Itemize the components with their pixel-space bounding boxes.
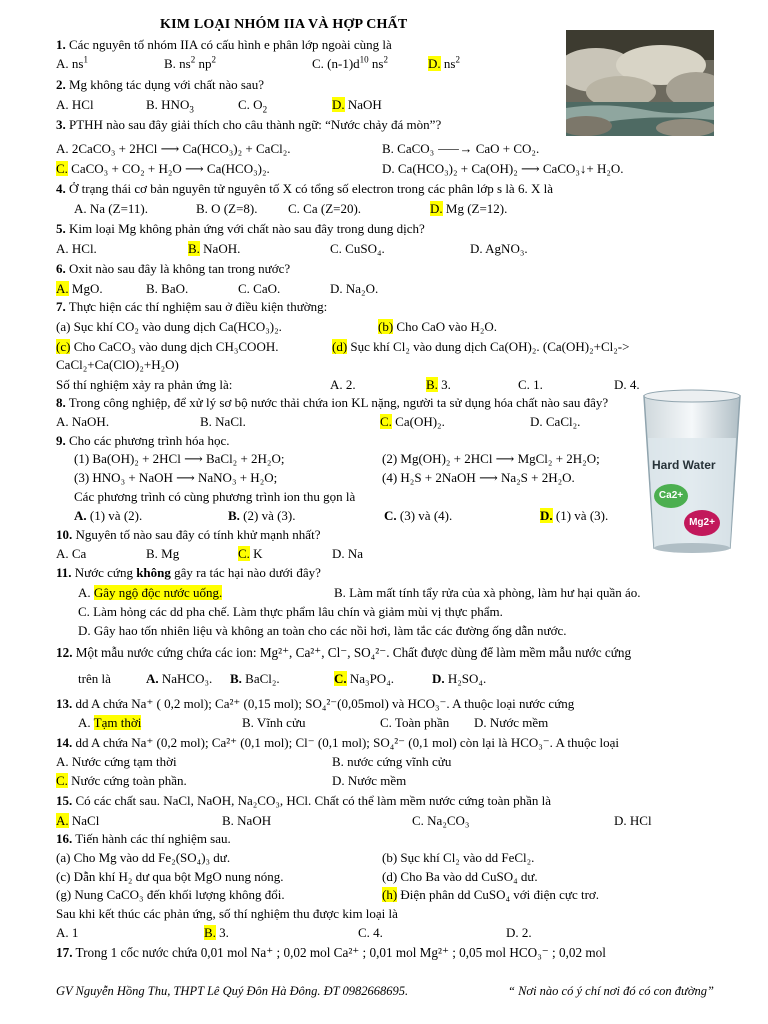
q2-option-a[interactable]: A. HCl — [56, 97, 94, 112]
question-2: 2. Mg không tác dụng với chất nào sau? — [56, 77, 264, 92]
q10-option-d[interactable]: D. Na — [332, 546, 364, 561]
question-text: Các nguyên tố nhóm IIA có cấu hình e phân lớp ngoài cùng là — [65, 37, 392, 52]
q9-eq-3: (3) HNO₃ + NaOH ⟶ NaNO₃ + H₂O; — [74, 470, 278, 485]
q16-item-a: (a) Cho Mg vào dd Fe₂(SO₄)₃ dư. — [56, 850, 231, 865]
question-4: 4. Ở trạng thái cơ bản nguyên tử nguyên tố X có tổng số electron trong các phân lớp s là 6. X là — [56, 181, 553, 196]
q13-option-a[interactable]: A. Tạm thời — [78, 715, 142, 730]
q16-option-b[interactable]: B. 3. — [204, 925, 229, 940]
q4-option-b[interactable]: B. O (Z=8). — [196, 201, 258, 216]
q14-option-c[interactable]: C. Nước cứng toàn phần. — [56, 773, 187, 788]
question-5: 5. Kim loại Mg không phản ứng với chất nào sau đây trong dung dịch? — [56, 221, 425, 236]
q16-item-d: (d) Cho Ba vào dd CuSO₄ dư. — [382, 869, 538, 884]
q3-option-c[interactable]: C. CaCO₃ + CO₂ + H₂O ⟶ Ca(HCO₃)₂. — [56, 161, 270, 176]
q6-option-d[interactable]: D. Na₂O. — [330, 281, 379, 296]
q16-ask: Sau khi kết thúc các phản ứng, số thí nghiệm thu được kim loại là — [56, 906, 398, 921]
q5-option-a[interactable]: A. HCl. — [56, 241, 97, 256]
hard-water-glass-image — [638, 388, 746, 556]
mg-ion-bubble: Mg2+ — [684, 510, 720, 536]
question-16: 16. Tiến hành các thí nghiệm sau. — [56, 831, 231, 846]
q7-option-c[interactable]: C. 1. — [518, 377, 543, 392]
q10-option-b[interactable]: B. Mg — [146, 546, 180, 561]
question-11: 11. Nước cứng không gây ra tác hại nào dưới đây? — [56, 565, 321, 580]
question-14: 14. dd A chứa Na⁺ (0,2 mol); Ca²⁺ (0,1 mol); Cl⁻ (0,1 mol); SO₄²⁻ (0,1 mol) còn lại là HCO₃⁻. A thuộc loại — [56, 735, 619, 750]
q15-option-d[interactable]: D. HCl — [614, 813, 652, 828]
q4-option-c[interactable]: C. Ca (Z=20). — [288, 201, 362, 216]
q16-option-c[interactable]: C. 4. — [358, 925, 383, 940]
q14-option-a[interactable]: A. Nước cứng tạm thời — [56, 754, 177, 769]
question-17: 17. Trong 1 cốc nước chứa 0,01 mol Na⁺ ; 0,02 mol Ca²⁺ ; 0,01 mol Mg²⁺ ; 0,05 mol HCO₃⁻ ; 0,02 mol — [56, 945, 606, 960]
q12-option-b[interactable]: B. BaCl₂. — [230, 671, 280, 686]
footer-quote: “ Nơi nào có ý chí nơi đó có con đường” — [508, 984, 714, 998]
question-7: 7. Thực hiện các thí nghiệm sau ở điều kiện thường: — [56, 299, 328, 314]
q6-option-c[interactable]: C. CaO. — [238, 281, 281, 296]
footer-author: GV Nguyễn Hồng Thu, THPT Lê Quý Đôn Hà Đông. ĐT 0982668695. — [56, 984, 409, 998]
hard-water-label: Hard Water — [652, 458, 716, 472]
q11-option-c[interactable]: C. Làm hỏng các dd pha chế. Làm thực phẩm lâu chín và giảm mùi vị thực phẩm. — [78, 604, 503, 619]
q8-option-d[interactable]: D. CaCl₂. — [530, 414, 581, 429]
q15-option-c[interactable]: C. Na₂CO₃ — [412, 813, 470, 828]
q13-option-c[interactable]: C. Toàn phần — [380, 715, 450, 730]
q2-option-c[interactable]: C. $O_2$ — [238, 97, 268, 115]
q14-option-d[interactable]: D. Nước mềm — [332, 773, 407, 788]
q9-eq-4: (4) H₂S + 2NaOH ⟶ Na₂S + 2H₂O. — [382, 470, 575, 485]
q13-option-d[interactable]: D. Nước mềm — [474, 715, 549, 730]
ca-ion-bubble: Ca2+ — [654, 484, 688, 508]
q9-ask: Các phương trình có cùng phương trình ion thu gọn là — [74, 489, 356, 504]
q7-item-d-cont: CaCl₂+Ca(ClO)₂+H₂O) — [56, 357, 179, 372]
q4-option-d[interactable]: D. Mg (Z=12). — [430, 201, 508, 216]
q1-option-a[interactable]: A. $ns^1$ — [56, 54, 88, 71]
question-number: 1. — [56, 37, 66, 52]
question-1 — [56, 36, 392, 55]
q8-option-a[interactable]: A. NaOH. — [56, 414, 110, 429]
q6-option-b[interactable]: B. BaO. — [146, 281, 189, 296]
q7-item-d: (d) Sục khí Cl₂ vào dung dịch Ca(OH)₂. (Ca(OH)₂+Cl₂-> — [332, 339, 630, 354]
q12-option-a[interactable]: A. NaHCO₃. — [146, 671, 213, 686]
question-10: 10. Nguyên tố nào sau đây có tính khử mạnh nhất? — [56, 527, 321, 542]
q15-option-a[interactable]: A. NaCl — [56, 813, 100, 828]
q7-option-d[interactable]: D. 4. — [614, 377, 640, 392]
q3-option-a[interactable]: A. 2CaCO₃ + 2HCl ⟶ Ca(HCO₃)₂ + CaCl₂. — [56, 141, 291, 156]
q3-option-b[interactable]: B. CaCO₃ ⸺→ CaO + CO₂. — [382, 141, 540, 156]
q8-option-b[interactable]: B. NaCl. — [200, 414, 246, 429]
q9-option-c[interactable]: C. (3) và (4). — [384, 508, 453, 523]
question-9: 9. Cho các phương trình hóa học. — [56, 433, 230, 448]
q16-item-h: (h) Điện phân dd CuSO₄ với điện cực trơ. — [382, 887, 600, 902]
q12-option-c[interactable]: C. Na₃PO₄. — [334, 671, 394, 686]
q10-option-c[interactable]: C. K — [238, 546, 263, 561]
q9-option-b[interactable]: B. (2) và (3). — [228, 508, 296, 523]
q10-option-a[interactable]: A. Ca — [56, 546, 87, 561]
rocks-river-photo — [566, 30, 714, 136]
q6-option-a[interactable]: A. MgO. — [56, 281, 103, 296]
q3-option-d[interactable]: D. Ca(HCO₃)₂ + Ca(OH)₂ ⟶ CaCO₃↓+ H₂O. — [382, 161, 624, 176]
question-3: 3. PTHH nào sau đây giải thích cho câu thành ngữ: “Nước chảy đá mòn”? — [56, 117, 442, 132]
q2-option-b[interactable]: B. $HNO_3$ — [146, 97, 194, 115]
q12-option-d[interactable]: D. H₂SO₄. — [432, 671, 487, 686]
q7-option-a[interactable]: A. 2. — [330, 377, 356, 392]
q7-ask: Số thí nghiệm xảy ra phản ứng là: — [56, 377, 233, 392]
q7-item-a: (a) Sục khí CO₂ vào dung dịch Ca(HCO₃)₂. — [56, 319, 282, 334]
q1-option-c[interactable]: C. $(n-1)d^{10}$ $ns^2$ — [312, 54, 388, 71]
q9-eq-2: (2) Mg(OH)₂ + 2HCl ⟶ MgCl₂ + 2H₂O; — [382, 451, 600, 466]
q1-option-b[interactable]: B. $ns^2$ $np^2$ — [164, 54, 216, 71]
q5-option-b[interactable]: B. NaOH. — [188, 241, 241, 256]
question-8: 8. Trong công nghiệp, để xử lý sơ bộ nước thải chứa ion KL nặng, người ta sử dụng hóa chất nào sau đây? — [56, 395, 609, 410]
q16-option-a[interactable]: A. 1 — [56, 925, 79, 940]
q16-option-d[interactable]: D. 2. — [506, 925, 532, 940]
question-12: 12. Một mẫu nước cứng chứa các ion: Mg²⁺, Ca²⁺, Cl⁻, SO₄²⁻. Chất được dùng để làm mềm mẫu nước cứng — [56, 645, 632, 660]
q11-option-a[interactable]: A. Gây ngộ độc nước uống. — [78, 585, 223, 600]
q15-option-b[interactable]: B. NaOH — [222, 813, 272, 828]
q9-eq-1: (1) Ba(OH)₂ + 2HCl ⟶ BaCl₂ + 2H₂O; — [74, 451, 285, 466]
question-13: 13. dd A chứa Na⁺ ( 0,2 mol); Ca²⁺ (0,15 mol); SO₄²⁻(0,05mol) và HCO₃⁻. A thuộc loại nước cứng — [56, 696, 575, 711]
q14-option-b[interactable]: B. nước cứng vĩnh cửu — [332, 754, 452, 769]
q9-option-d[interactable]: D. (1) và (3). — [540, 508, 609, 523]
q12-text-cont: trên là — [78, 671, 111, 686]
q5-option-d[interactable]: D. AgNO₃. — [470, 241, 528, 256]
q7-item-c: (c) Cho CaCO₃ vào dung dịch CH₃COOH. — [56, 339, 279, 354]
q1-option-d[interactable]: D. $ns^2$ — [428, 54, 460, 71]
q7-item-b: (b) Cho CaO vào H₂O. — [378, 319, 498, 334]
q8-option-c[interactable]: C. Ca(OH)₂. — [380, 414, 445, 429]
q7-option-b[interactable]: B. 3. — [426, 377, 451, 392]
q16-item-c: (c) Dẫn khí H₂ dư qua bột MgO nung nóng. — [56, 869, 284, 884]
q2-option-d[interactable]: D. NaOH — [332, 97, 382, 112]
q16-item-b: (b) Sục khí Cl₂ vào dd FeCl₂. — [382, 850, 535, 865]
question-6: 6. Oxit nào sau đây là không tan trong nước? — [56, 261, 291, 276]
q5-option-c[interactable]: C. CuSO₄. — [330, 241, 385, 256]
q11-option-b[interactable]: B. Làm mất tính tẩy rửa của xà phòng, làm hư hại quần áo. — [334, 585, 641, 600]
question-15: 15. Có các chất sau. NaCl, NaOH, Na₂CO₃, HCl. Chất có thể làm mềm nước cứng toàn phần là — [56, 793, 552, 808]
q4-option-a[interactable]: A. Na (Z=11). — [74, 201, 148, 216]
q13-option-b[interactable]: B. Vĩnh cửu — [242, 715, 306, 730]
q11-option-d[interactable]: D. Gây hao tốn nhiên liệu và không an toàn cho các nồi hơi, làm tắc các đường ống dẫn nước. — [78, 623, 567, 638]
document-title: KIM LOẠI NHÓM IIA VÀ HỢP CHẤT — [160, 17, 408, 32]
q16-item-g: (g) Nung CaCO₃ đến khối lượng không đổi. — [56, 887, 285, 902]
q9-option-a[interactable]: A. (1) và (2). — [74, 508, 143, 523]
